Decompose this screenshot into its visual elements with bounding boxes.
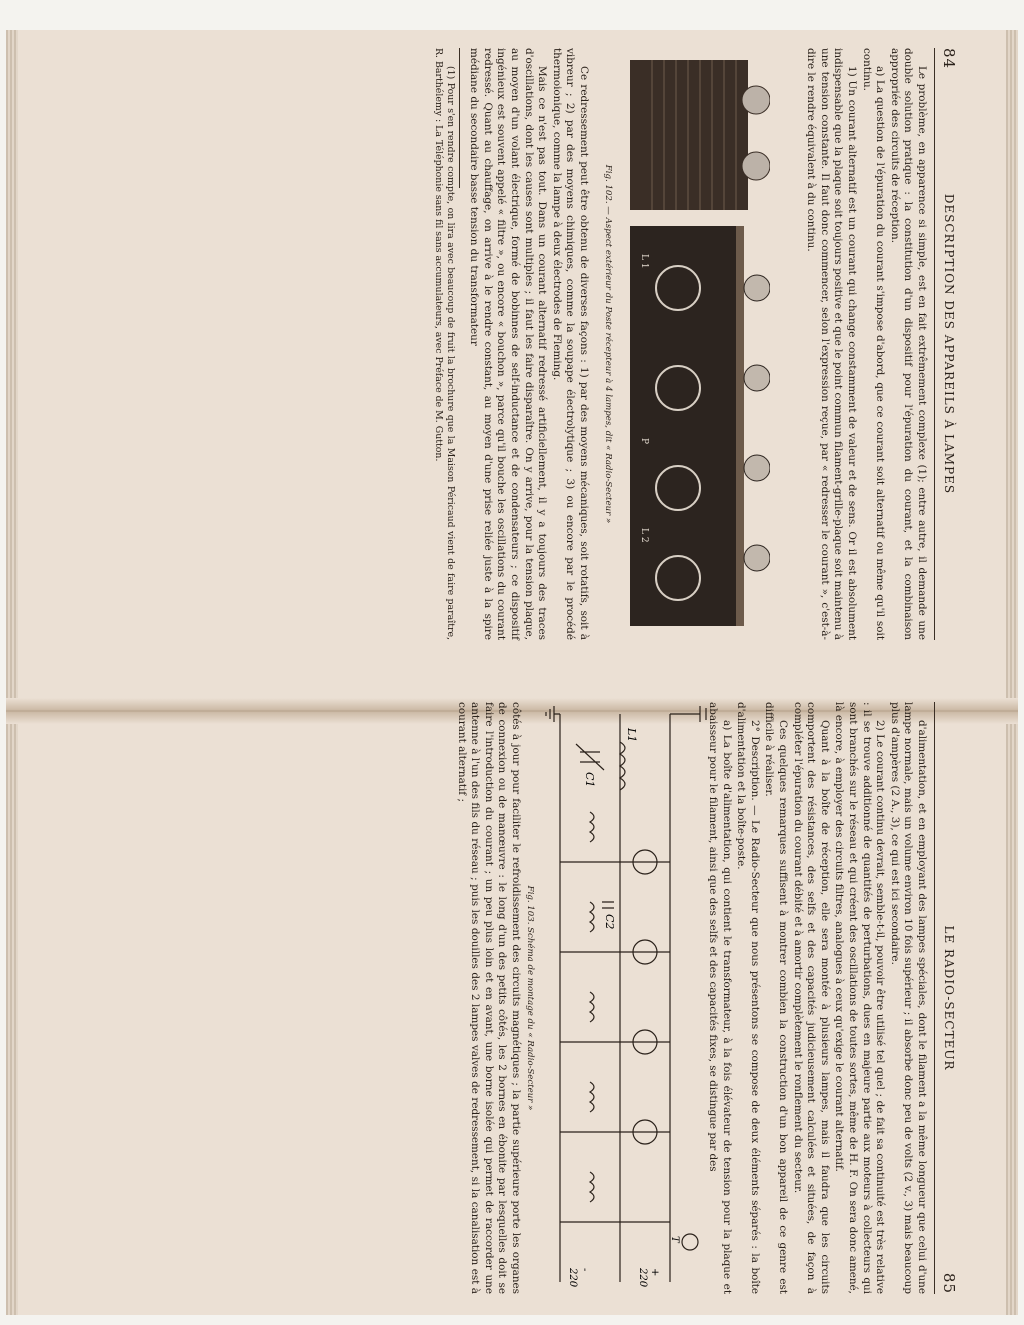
label-220-plus: 220 [637, 1268, 648, 1288]
paragraph: Ces quelques remarques suffisent à montrer combien la construction d'un bon appareil de ce genre est difficile à réaliser. [763, 702, 790, 1294]
page-85 [455, 702, 962, 1294]
coil [590, 1172, 594, 1202]
paragraph: côtés à jour pour faciliter le refroidissement des circuits magnétiques ; la partie supérieure porte les organes de connexion ou de manœuvre : le long d'un des petits côtés, les 2 bornes en ébonite par lesquelles doit se faire l'introduction du courant ; un peu plus loin et en avant, une borne isolée qui permet de raccorder une antenne à l'un des fils du réseau ; puis les douilles des 2 lampes valves de redressement, si la canalisation est à courant alternatif ; [455, 702, 522, 1294]
footnote-text: (1) Pour s'en rendre compte, on lira avec beaucoup de fruit la brochure que la Maison Péricaud vient de faire paraître, R. Barthélemy : La Téléphonie sans fil sans accumulateurs, avec Préface de M. Gutton. [432, 48, 456, 640]
variable-capacitor-c1 [576, 744, 604, 770]
running-head [936, 48, 962, 640]
running-head-title: LE RADIO-SECTEUR [942, 925, 956, 1071]
footnote [431, 48, 456, 640]
header-rule [934, 48, 935, 640]
label-l1: L1 [625, 728, 638, 743]
coil [590, 1082, 594, 1112]
header-rule [934, 702, 935, 1294]
coil [590, 992, 594, 1022]
paragraph: Le problème, en apparence si simple, est en fait extrêmement complexe (1); entre autre, il demande une double solution pratique : la constitution d'un dispositif pour l'épuration du courant, et la combinaison appropriée des circuits de réception. [888, 48, 928, 640]
lamp-tube [744, 545, 770, 571]
lamp-tube [744, 275, 770, 301]
label-c2: C2 [603, 914, 616, 930]
paragraph: d'alimentation, et en employant des lampes spéciales, dont le filament a la même longueur que celui d'une lampe normale, mais un volume environ 10 fois supérieur ; il absorbe donc peu de volts (2 v., 3) mais beaucoup plus d'ampères (2 A., 3), ce qui est ici secondaire. [888, 702, 928, 1294]
label-c1: C1 [583, 772, 596, 788]
label-plus: + [649, 1268, 660, 1277]
figure-102-caption: Fig. 102. — Aspect extérieur du Poste récepteur à 4 lampes, dit « Radio-Secteur » [603, 164, 613, 524]
valve-tube [742, 152, 770, 180]
page-edges-left [6, 30, 18, 1315]
circuit-schematic [542, 702, 710, 1294]
paragraph: 2° Description. — Le Radio-Secteur que nous présentons se compose de deux éléments séparés : la boîte d'alimentation et la boîte-poste. [735, 702, 761, 1294]
text-block-top [705, 702, 929, 1294]
page-number: 84 [940, 48, 958, 70]
receiver-panel [630, 226, 738, 626]
power-box [630, 60, 748, 210]
panel-label: L 1 [639, 254, 649, 269]
valve-tube [742, 86, 770, 114]
lamp-tube [744, 455, 770, 481]
panel-label: L 2 [639, 528, 649, 543]
text-block-bottom [466, 48, 590, 640]
lamp-tube [744, 365, 770, 391]
running-head [936, 702, 962, 1294]
telephone-symbol [682, 1234, 698, 1250]
page-84 [432, 48, 962, 640]
label-minus: - [579, 1268, 590, 1272]
page-edges-right [1006, 30, 1018, 1315]
paragraph: Ce redressement peut être obtenu de diverses façons : 1) par des moyens mécaniques, soit rotatifs, soit à vibreur ; 2) par des moyens chimiques, comme la soupape électrolytique ; 3) ou encore par le procédé thermoionique, comme la lampe à deux électrodes de Fleming. [550, 48, 590, 640]
paragraph: 1) Un courant alternatif est un courant qui change constamment de valeur et de sens. Or il est absolument indispensable que la plaque soit toujours positive et que le point commun filament-grille-plaque soit maintenu à une tension constante. Il faut donc commencer, selon l'expression reçue, par « redresser le courant », c'est-à-dire le rendre équivalent à du continu. [805, 48, 859, 640]
coil [590, 812, 594, 842]
coil-l1 [620, 742, 625, 790]
page-number: 85 [940, 1272, 958, 1294]
paragraph: Quant à la boîte de réception, elle sera montée à plusieurs lampes, mais il faudra que les circuits comportent des résistances, des selfs et des capacités judicieusement calculées et situées, de façon à compléter l'épuration du courant débité et à amortir complètement le ronflement du secteur. [791, 702, 831, 1294]
text-block-top [803, 48, 928, 640]
label-t: T [669, 1236, 680, 1243]
running-head-title: DESCRIPTION DES APPAREILS À LAMPES [942, 193, 956, 495]
capacitor-c2 [602, 902, 614, 908]
label-220-minus: 220 [567, 1268, 578, 1288]
text-block-bottom [453, 702, 522, 1294]
paragraph: 2) Le courant continu devrait, semble-t-il, pouvoir être utilisé tel quel ; de fait sa continuité est très relative : il se trouve additionné de quantités de perturbations, dues en majeure partie aux moteurs à collecteurs qui sont branchés sur le réseau et qui créent des oscillations de toutes sortes, même de H. F. On sera donc amené, là encore, à employer des circuits filtres, analogues à ceux qu'exige le courant alternatif. [833, 702, 887, 1294]
ground-symbol [546, 706, 560, 722]
paragraph: a) La question de l'épuration du courant s'impose d'abord, que ce courant soit alternatif ou même qu'il soit continu. [860, 48, 887, 640]
figure-103-caption: Fig. 103. Schéma de montage du « Radio-Secteur » [525, 885, 535, 1111]
coil [590, 902, 594, 932]
footnote-rule [459, 48, 460, 188]
panel-label: P [639, 438, 649, 445]
figure-102 [602, 58, 770, 630]
paragraph: Mais ce n'est pas tout. Dans un courant alternatif redressé artificiellement, il y a toujours des traces d'oscillations, dont les causes sont multiples ; il faut les faire disparaître. On y arrive, pour la tension plaque, au moyen d'un volant électrique, formé de bobinnes de self-inductance et de condensateurs ; ce dispositif ingénieux est souvent appelé « filtre », ou encore « bouchon », parce qu'il bouche les oscillations du courant redressé. Quant au chauffage, on arrive à le rendre constant, au moyen d'une prise reliée juste à la spire médiane du secondaire basse tension du transformateur [468, 48, 549, 640]
paragraph: a) La boîte d'alimentation, qui contient le transformateur, à la fois élévateur de tension pour la plaque et abaisseur pour le filament, ainsi que des selfs et des capacités fixes, se distingue par des [707, 702, 733, 1294]
radio-set-illustration [620, 58, 770, 630]
figure-103 [524, 702, 710, 1294]
antenna-symbol [670, 706, 706, 722]
